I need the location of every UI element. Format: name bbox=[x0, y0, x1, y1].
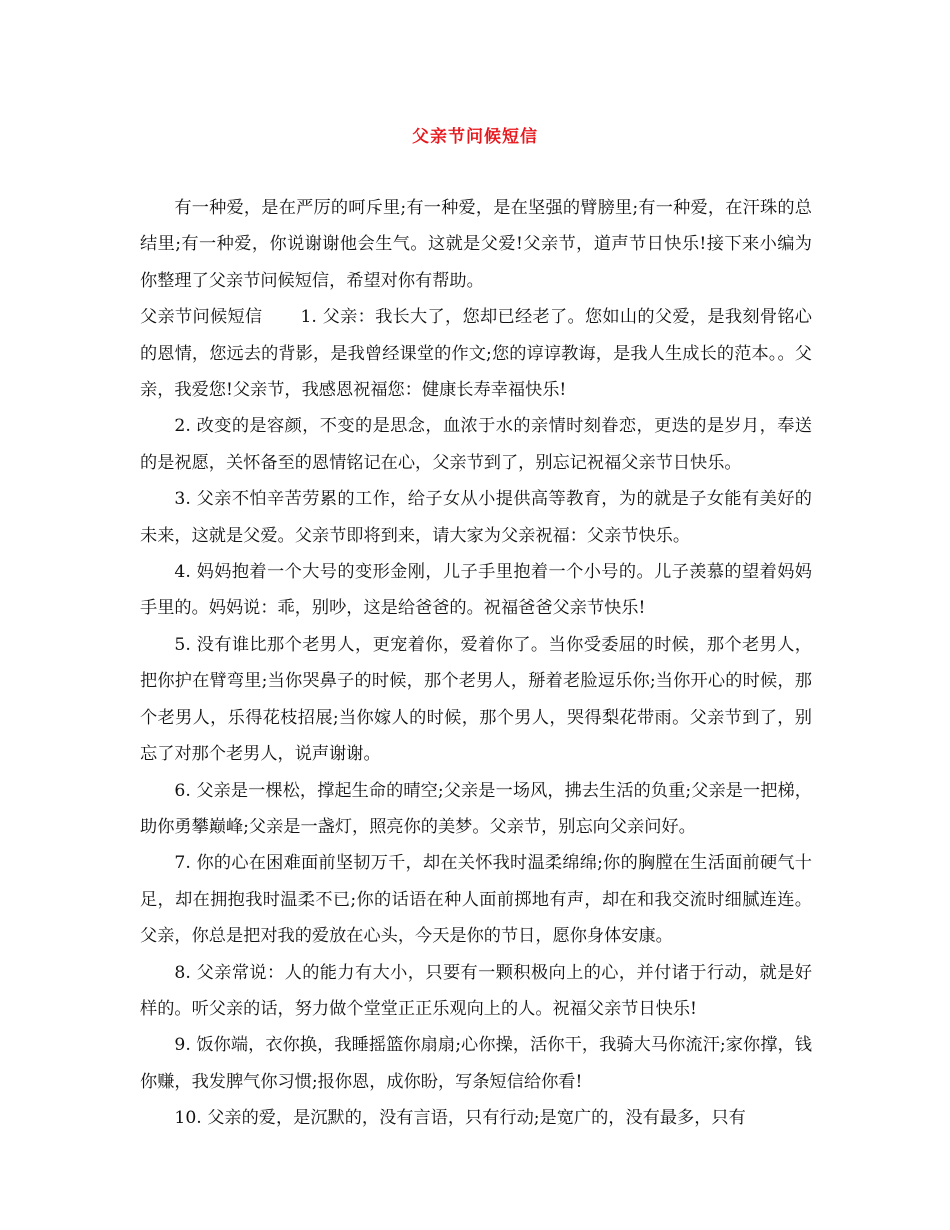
message-item-8: 8. 父亲常说：人的能力有大小，只要有一颗积极向上的心，并付诸于行动，就是好样的。听父亲的话，努力做个堂堂正正乐观向上的人。祝福父亲节日快乐! bbox=[140, 962, 812, 1019]
message-item-1: 1. 父亲：我长大了，您却已经老了。您如山的父爱，是我刻骨铭心的恩情，您远去的背影，是我曾经课堂的作文;您的谆谆教诲，是我人生成长的范本。。父亲，我爱您!父亲节，我感恩祝福您：健康长寿幸福快乐! bbox=[140, 307, 812, 401]
message-item-7: 7. 你的心在困难面前坚韧万千，却在关怀我时温柔绵绵;你的胸膛在生活面前硬气十足，却在拥抱我时温柔不已;你的话语在种人面前掷地有声，却在和我交流时细腻连连。父亲，你总是把对我的爱放在心头，今天是你的节日，愿你身体安康。 bbox=[140, 853, 812, 947]
message-item-3: 3. 父亲不怕辛苦劳累的工作，给子女从小提供高等教育，为的就是子女能有美好的未来，这就是父爱。父亲节即将到来，请大家为父亲祝福：父亲节快乐。 bbox=[140, 489, 812, 546]
document-title: 父亲节问候短信 bbox=[412, 127, 538, 147]
section-paragraph bbox=[140, 299, 812, 408]
message-item-2: 2. 改变的是容颜，不变的是思念，血浓于水的亲情时刻眷恋，更迭的是岁月，奉送的是祝愿，关怀备至的恩情铭记在心，父亲节到了，别忘记祝福父亲节日快乐。 bbox=[140, 416, 812, 473]
message-item-9: 9. 饭你端，衣你换，我睡摇篮你扇扇;心你操，活你干，我骑大马你流汗;家你撑，钱你赚，我发脾气你习惯;报你恩，成你盼，写条短信给你看! bbox=[140, 1035, 812, 1092]
intro-paragraph: 有一种爱，是在严厉的呵斥里;有一种爱，是在坚强的臂膀里;有一种爱，在汗珠的总结里;有一种爱，你说谢谢他会生气。这就是父爱!父亲节，道声节日快乐!接下来小编为你整理了父亲节问候短信，希望对你有帮助。 bbox=[140, 198, 812, 291]
section-label: 父亲节问候短信 bbox=[140, 307, 263, 328]
message-item-5: 5. 没有谁比那个老男人，更宠着你，爱着你了。当你受委屈的时候，那个老男人，把你护在臂弯里;当你哭鼻子的时候，那个老男人，掰着老脸逗乐你;当你开心的时候，那个老男人，乐得花枝招展;当你嫁人的时候，那个男人，哭得梨花带雨。父亲节到了，别忘了对那个老男人，说声谢谢。 bbox=[140, 634, 812, 765]
message-item-6: 6. 父亲是一棵松，撑起生命的晴空;父亲是一场风，拂去生活的负重;父亲是一把梯，助你勇攀巅峰;父亲是一盏灯，照亮你的美梦。父亲节，别忘向父亲问好。 bbox=[140, 780, 812, 837]
message-item-4: 4. 妈妈抱着一个大号的变形金刚，儿子手里抱着一个小号的。儿子羡慕的望着妈妈手里的。妈妈说：乖，别吵，这是给爸爸的。祝福爸爸父亲节快乐! bbox=[140, 562, 812, 619]
message-item-10: 10. 父亲的爱，是沉默的，没有言语，只有行动;是宽广的，没有最多，只有 bbox=[174, 1108, 746, 1129]
document-body bbox=[140, 190, 812, 1137]
